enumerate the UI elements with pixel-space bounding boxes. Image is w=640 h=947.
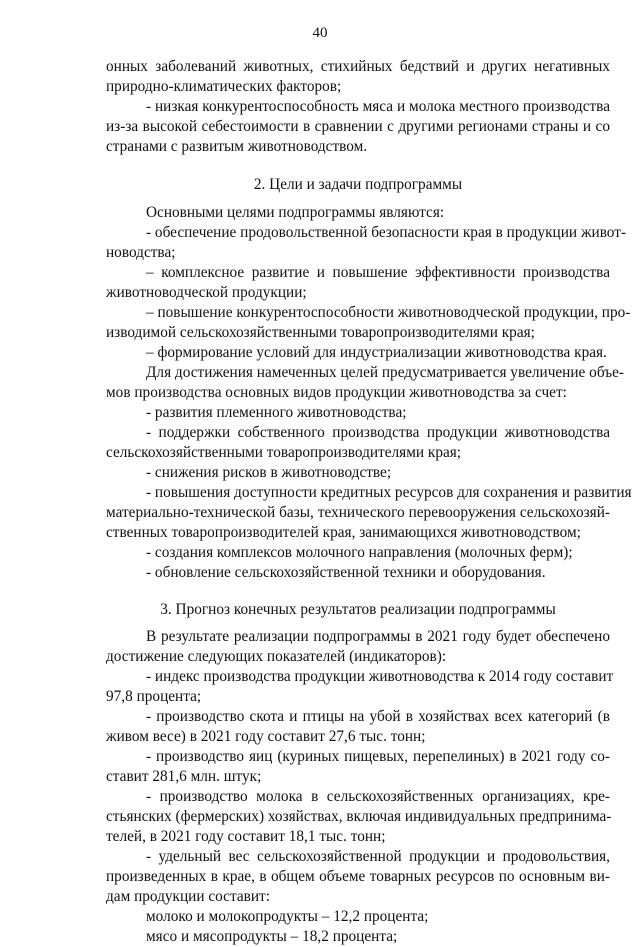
text-line: - индекс производства продукции животноводства к 2014 году составит bbox=[146, 668, 614, 685]
text-line: природно-климатических факторов; bbox=[106, 78, 342, 95]
text-line: сельскохозяйственными товаропроизводителями края; bbox=[106, 444, 462, 461]
section-2-body bbox=[106, 203, 632, 583]
section-3-body bbox=[106, 627, 614, 947]
text-line: странами с развитым животноводством. bbox=[106, 138, 368, 155]
text-line: – формирование условий для индустриализации животноводства края. bbox=[146, 344, 607, 361]
text-line: мясо и мясопродукты – 18,2 процента; bbox=[146, 928, 398, 945]
text-line: - снижения рисков в животноводстве; bbox=[146, 464, 392, 481]
text-line: - производство скота и птицы на убой в хозяйствах всех категорий (в bbox=[146, 708, 610, 725]
text-line: 97,8 процента; bbox=[106, 688, 202, 705]
section-2-heading: 2. Цели и задачи подпрограммы bbox=[253, 176, 463, 193]
text-line: - производство молока в сельскохозяйственных организациях, кре- bbox=[146, 788, 610, 805]
text-line: онных заболеваний животных, стихийных бедствий и других негативных bbox=[106, 58, 610, 75]
text-line: произведенных в крае, в общем объеме товарных ресурсов по основным ви- bbox=[106, 868, 610, 885]
text-line: - обеспечение продовольственной безопасности края в продукции живот- bbox=[146, 224, 627, 241]
page-number: 40 bbox=[312, 25, 328, 41]
text-line: - обновление сельскохозяйственной техники и оборудования. bbox=[146, 564, 546, 581]
section-3-heading: 3. Прогноз конечных результатов реализации подпрограммы bbox=[160, 601, 556, 618]
text-line: живом весе) в 2021 году составит 27,6 тыс. тонн; bbox=[106, 728, 426, 745]
text-line: достижение следующих показателей (индикаторов): bbox=[106, 648, 447, 665]
text-line: - низкая конкурентоспособность мяса и молока местного производства bbox=[146, 98, 610, 115]
text-line: ставит 281,6 млн. штук; bbox=[106, 768, 262, 785]
text-line: – комплексное развитие и повышение эффективности производства bbox=[146, 264, 610, 281]
text-line: - повышения доступности кредитных ресурсов для сохранения и развития bbox=[146, 484, 632, 501]
text-line: – повышение конкурентоспособности животноводческой продукции, про- bbox=[146, 304, 631, 321]
text-line: материально-технической базы, технического перевооружения сельскохозяй- bbox=[106, 504, 610, 521]
text-line: - удельный вес сельскохозяйственной продукции и продовольствия, bbox=[146, 848, 610, 865]
document-body bbox=[106, 57, 632, 947]
text-line: новодства; bbox=[106, 244, 176, 261]
text-line: - создания комплексов молочного направления (молочных ферм); bbox=[146, 544, 573, 561]
text-line: изводимой сельскохозяйственными товаропроизводителями края; bbox=[106, 324, 535, 341]
text-line: ственных товаропроизводителей края, занимающихся животноводством; bbox=[106, 524, 581, 541]
text-line: мов производства основных видов продукции животноводства за счет: bbox=[106, 384, 567, 401]
intro-paragraphs bbox=[106, 57, 610, 157]
text-line: - поддержки собственного производства продукции животноводства bbox=[146, 424, 610, 441]
text-line: В результате реализации подпрограммы в 2021 году будет обеспечено bbox=[146, 628, 610, 645]
text-line: - развития племенного животноводства; bbox=[146, 404, 407, 421]
text-line: - производство яиц (куриных пищевых, перепелиных) в 2021 году со- bbox=[146, 748, 610, 765]
text-line: молоко и молокопродукты – 12,2 процента; bbox=[146, 908, 429, 925]
text-line: из-за высокой себестоимости в сравнении с другими регионами страны и со bbox=[106, 118, 610, 135]
text-line: стьянских (фермерских) хозяйствах, включая индивидуальных предпринима- bbox=[106, 808, 612, 825]
text-line: телей, в 2021 году составит 18,1 тыс. тонн; bbox=[106, 828, 386, 845]
text-line: дам продукции составит: bbox=[106, 888, 270, 905]
text-line: Для достижения намеченных целей предусматривается увеличение объе- bbox=[146, 364, 625, 381]
text-line: животноводческой продукции; bbox=[106, 284, 307, 301]
text-line: Основными целями подпрограммы являются: bbox=[146, 204, 445, 221]
